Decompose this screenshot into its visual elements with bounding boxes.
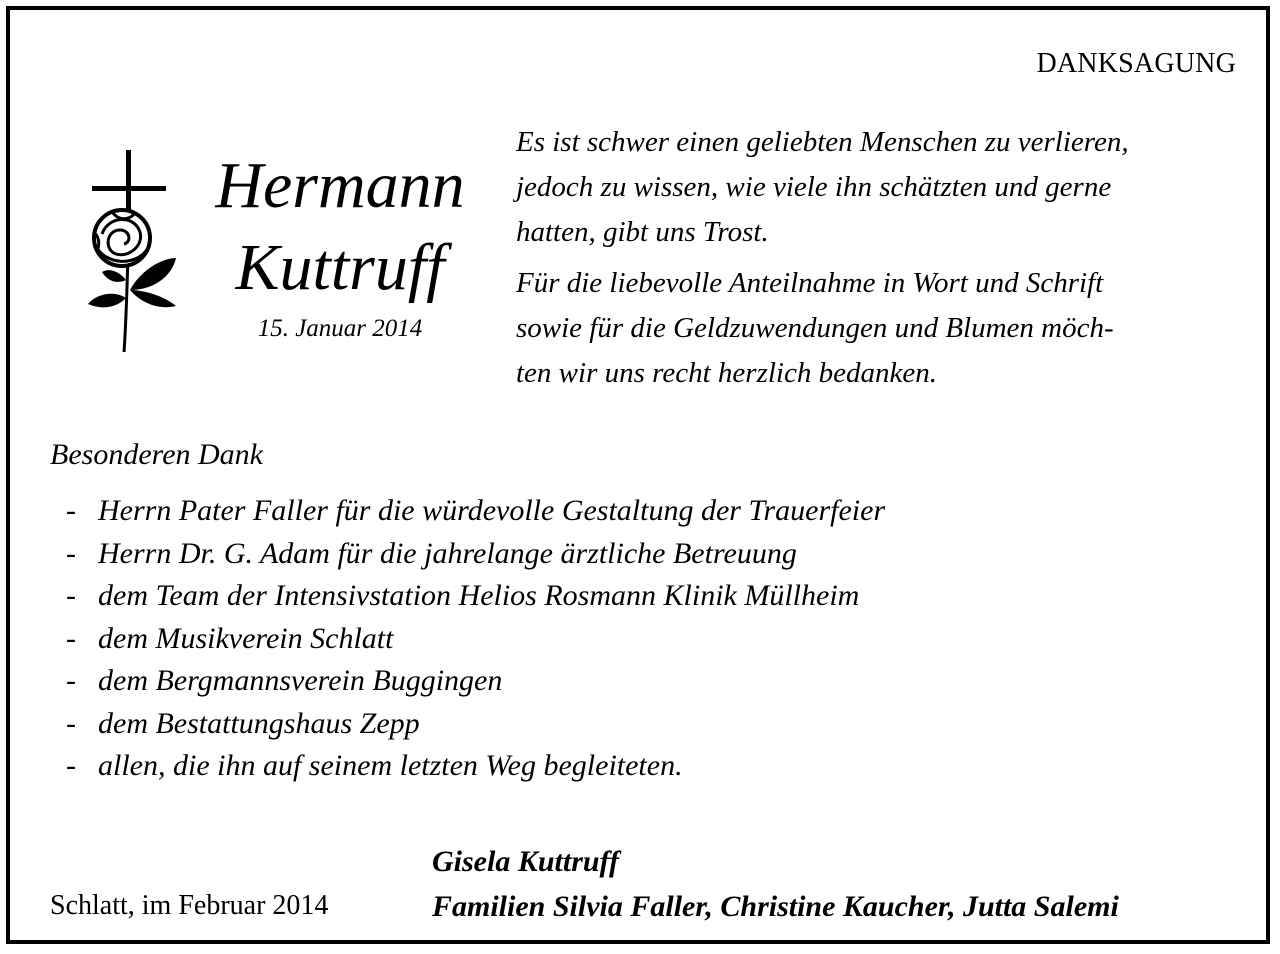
quote-block (516, 120, 1244, 396)
quote-line: Es ist schwer einen geliebten Menschen zu verlieren, (516, 126, 1129, 158)
list-item-text: Herrn Dr. G. Adam für die jahrelange ärztliche Betreuung (98, 536, 797, 570)
list-dash: - (66, 621, 76, 655)
list-item (66, 703, 885, 746)
list-item-text: dem Musikverein Schlatt (98, 621, 394, 655)
list-item (66, 575, 885, 618)
quote-line: hatten, gibt uns Trost. (516, 216, 769, 248)
quote-line: jedoch zu wissen, wie viele ihn schätzten und gerne (516, 171, 1112, 203)
list-dash: - (66, 749, 76, 782)
list-item-text: allen, die ihn auf seinem letzten Weg begleiteten. (98, 749, 683, 782)
list-item-text: dem Team der Intensivstation Helios Rosmann Klinik Müllheim (98, 579, 860, 612)
list-item-text: dem Bergmannsverein Buggingen (98, 664, 503, 697)
notice-title: DANKSAGUNG (1036, 48, 1236, 79)
deceased-first-name: Hermann (215, 149, 465, 222)
special-thanks-list (66, 490, 885, 788)
list-item (66, 745, 885, 788)
date-of-death: 15. Januar 2014 (257, 315, 423, 342)
thanks-paragraph (516, 261, 1244, 396)
list-item-text: dem Bestattungshaus Zepp (98, 706, 420, 740)
signature-line: Familien Silvia Faller, Christine Kaucher, Jutta Salemi (432, 890, 1119, 923)
list-dash: - (66, 494, 76, 527)
signature-line: Gisela Kuttruff (432, 845, 619, 878)
list-item (66, 490, 885, 533)
list-dash: - (66, 536, 76, 570)
thanks-line: ten wir uns recht herzlich bedanken. (516, 357, 937, 389)
place-date: Schlatt, im Februar 2014 (50, 890, 329, 921)
list-item (66, 660, 885, 703)
list-item-text: Herrn Pater Faller für die würdevolle Gestaltung der Trauerfeier (98, 494, 886, 527)
list-dash: - (66, 579, 76, 612)
obituary-frame (6, 6, 1270, 944)
thanks-line: Für die liebevolle Anteilnahme in Wort und Schrift (516, 267, 1104, 299)
quote-paragraph (516, 120, 1244, 255)
list-dash: - (66, 706, 76, 740)
cross-rose-icon (80, 140, 190, 360)
deceased-last-name: Kuttruff (235, 231, 445, 304)
thanks-line: sowie für die Geldzuwendungen und Blumen möch- (516, 312, 1114, 344)
list-dash: - (66, 664, 76, 697)
list-item (66, 533, 885, 576)
list-item (66, 618, 885, 661)
special-thanks-title: Besonderen Dank (50, 438, 263, 471)
